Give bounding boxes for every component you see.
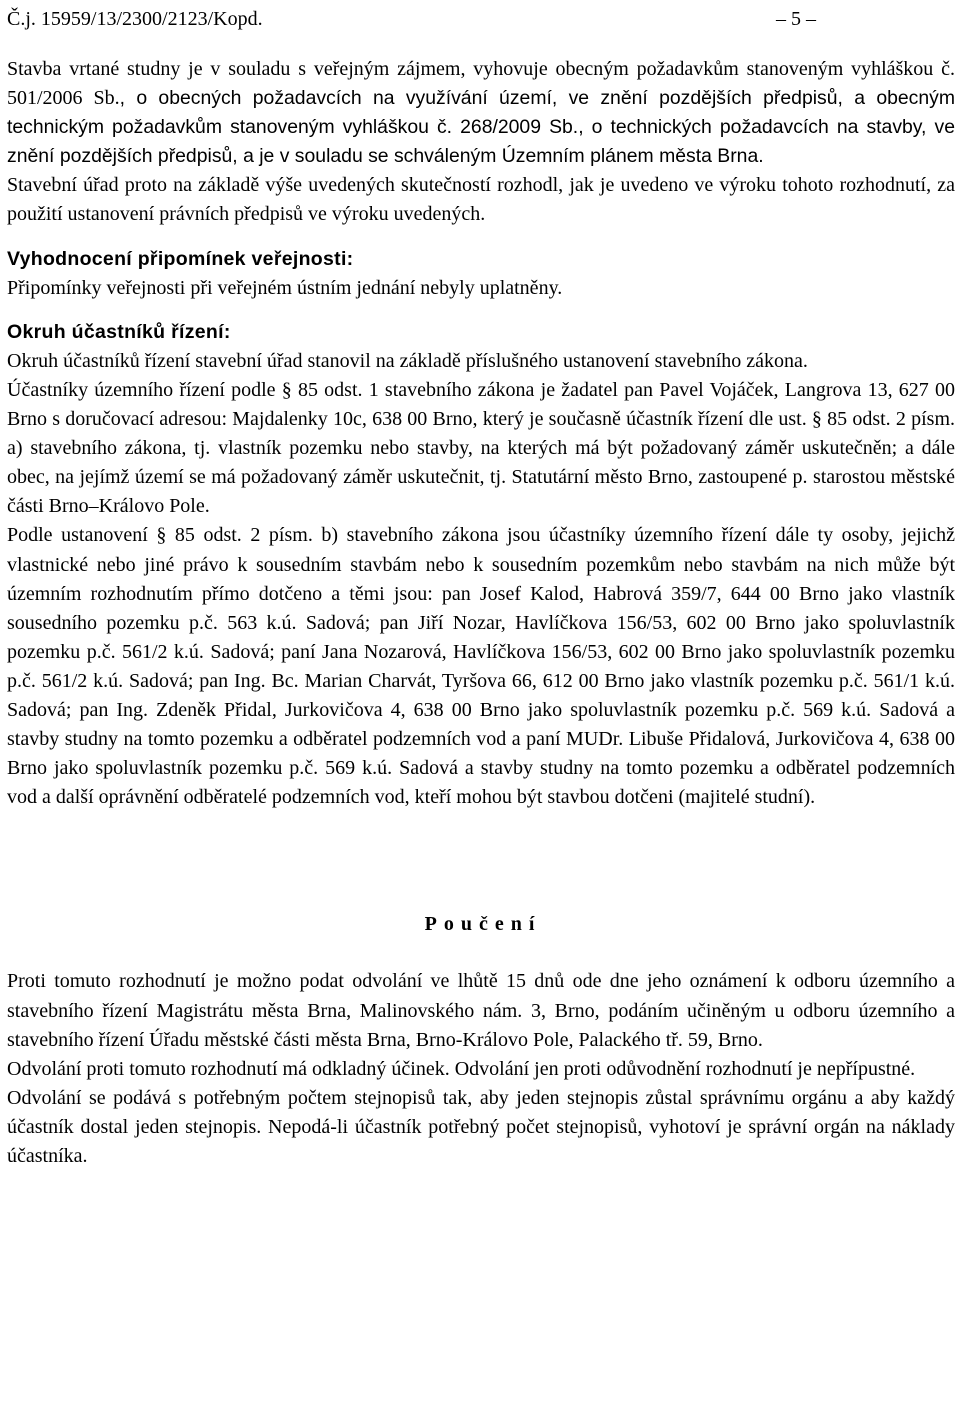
appeal-paragraph: Proti tomuto rozhodnutí je možno podat odvolání ve lhůtě 15 dnů ode dne jeho oznámení k odboru územního a stavebního řízení Magistrátu města Brna, Malinovského nám. 3, Brno, podáním učiněným u odboru územního a stavebního řízení Úřadu městské části města Brna, Brno-Královo Pole, Palackého tř. 59, Brno.: [7, 970, 955, 1051]
public-comments-text: Připomínky veřejnosti při veřejném ústním jednání nebyly uplatněny.: [7, 276, 563, 299]
conformity-text-part-2: , o obecných požadavcích na využívání území, ve znění pozdějších předpisů, a obecným technickým požadavkům stanoveným vyhláškou č. 268/2009 Sb.: [7, 87, 956, 139]
conformity-text-part-1: Stavba vrtané studny je v souladu s veřejným zájmem, vyhovuje obecným požadavkům stanoveným vyhláškou č. 501/2006 Sb.: [7, 58, 955, 110]
conformity-text-part-3: , o technických požadavcích na stavby, ve znění pozdějších předpisů, a je v souladu se schváleným Územním plánem města Brna.: [7, 116, 955, 168]
page-number: – 5 –: [776, 8, 816, 30]
document-page: [7, 5, 955, 1171]
participants-neighbours-paragraph: Podle ustanovení § 85 odst. 2 písm. b) stavebního zákona jsou účastníky územního řízení dále ty osoby, jejichž vlastnické nebo jiné právo k sousedním stavbám nebo k sousedním pozemkům nebo stavbám na nich může být územním rozhodnutím přímo dotčeno a těmi jsou: pan Josef Kalod, Habrová 359/7, 644 00 Brno jako vlastník sousedního pozemku p.č. 563 k.ú. Sadová; pan Jiří Nozar, Havlíčkova 156/53, 602 00 Brno jako spoluvlastník pozemku p.č. 561/2 k.ú. Sadová; paní Jana Nozarová, Havlíčkova 156/53, 602 00 Brno jako spoluvlastník pozemku p.č. 561/2 k.ú. Sadová; pan Ing. Bc. Marian Charvát, Tyršova 66, 612 00 Brno jako vlastník pozemku p.č. 561/1 k.ú. Sadová; pan Ing. Zdeněk Přidal, Jurkovičova 4, 638 00 Brno jako spoluvlastník pozemku p.č. 569 k.ú. Sadová a stavby studny na tomto pozemku a odběratel podzemních vod a paní MUDr. Libuše Přidalová, Jurkovičova 4, 638 00 Brno jako spoluvlastník pozemku p.č. 569 k.ú. Sadová a stavby studny na tomto pozemku a odběratel podzemních vod a další oprávnění odběratelé podzemních vod, kteří mohou být stavbou dotčeni (majitelé studní).: [7, 524, 955, 809]
appeal-copies-paragraph: Odvolání se podává s potřebným počtem stejnopisů tak, aby jeden stejnopis zůstal správnímu orgánu a aby každý účastník dostal jeden stejnopis. Nepodá-li účastník potřebný počet stejnopisů, vyhotoví je správní orgán na náklady účastníka.: [7, 1086, 955, 1167]
public-comments-heading: Vyhodnocení připomínek veřejnosti:: [7, 247, 354, 270]
participants-heading: Okruh účastníků řízení:: [7, 320, 231, 343]
decision-paragraph: Stavební úřad proto na základě výše uvedených skutečností rozhodl, jak je uvedeno ve výroku tohoto rozhodnutí, za použití ustanovení právních předpisů ve výroku uvedených.: [7, 174, 955, 226]
appeal-effect-paragraph: Odvolání proti tomuto rozhodnutí má odkladný účinek. Odvolání jen proti odůvodnění rozhodnutí je nepřípustné.: [7, 1057, 916, 1080]
reference-number: Č.j. 15959/13/2300/2123/Kopd.: [7, 8, 263, 30]
participants-applicant-paragraph: Účastníky územního řízení podle § 85 odst. 1 stavebního zákona je žadatel pan Pavel Vojáček, Langrova 13, 627 00 Brno s doručovací adresou: Majdalenky 10c, 638 00 Brno, který je současně účastník řízení dle ust. § 85 odst. 2 písm. a) stavebního zákona, tj. vlastník pozemku nebo stavby, na kterých má být požadovaný záměr uskutečněn; a dále obec, na jejímž území se má požadovaný záměr uskutečnit, tj. Statutární město Brno, zastoupené p. starostou městské části Brno–Královo Pole.: [7, 378, 955, 518]
conformity-paragraph: [7, 55, 955, 171]
instruction-title: Poučení: [424, 913, 542, 936]
participants-scope-paragraph: Okruh účastníků řízení stavební úřad stanovil na základě příslušného ustanovení stavebního zákona.: [7, 349, 808, 372]
page-header: [7, 5, 955, 34]
